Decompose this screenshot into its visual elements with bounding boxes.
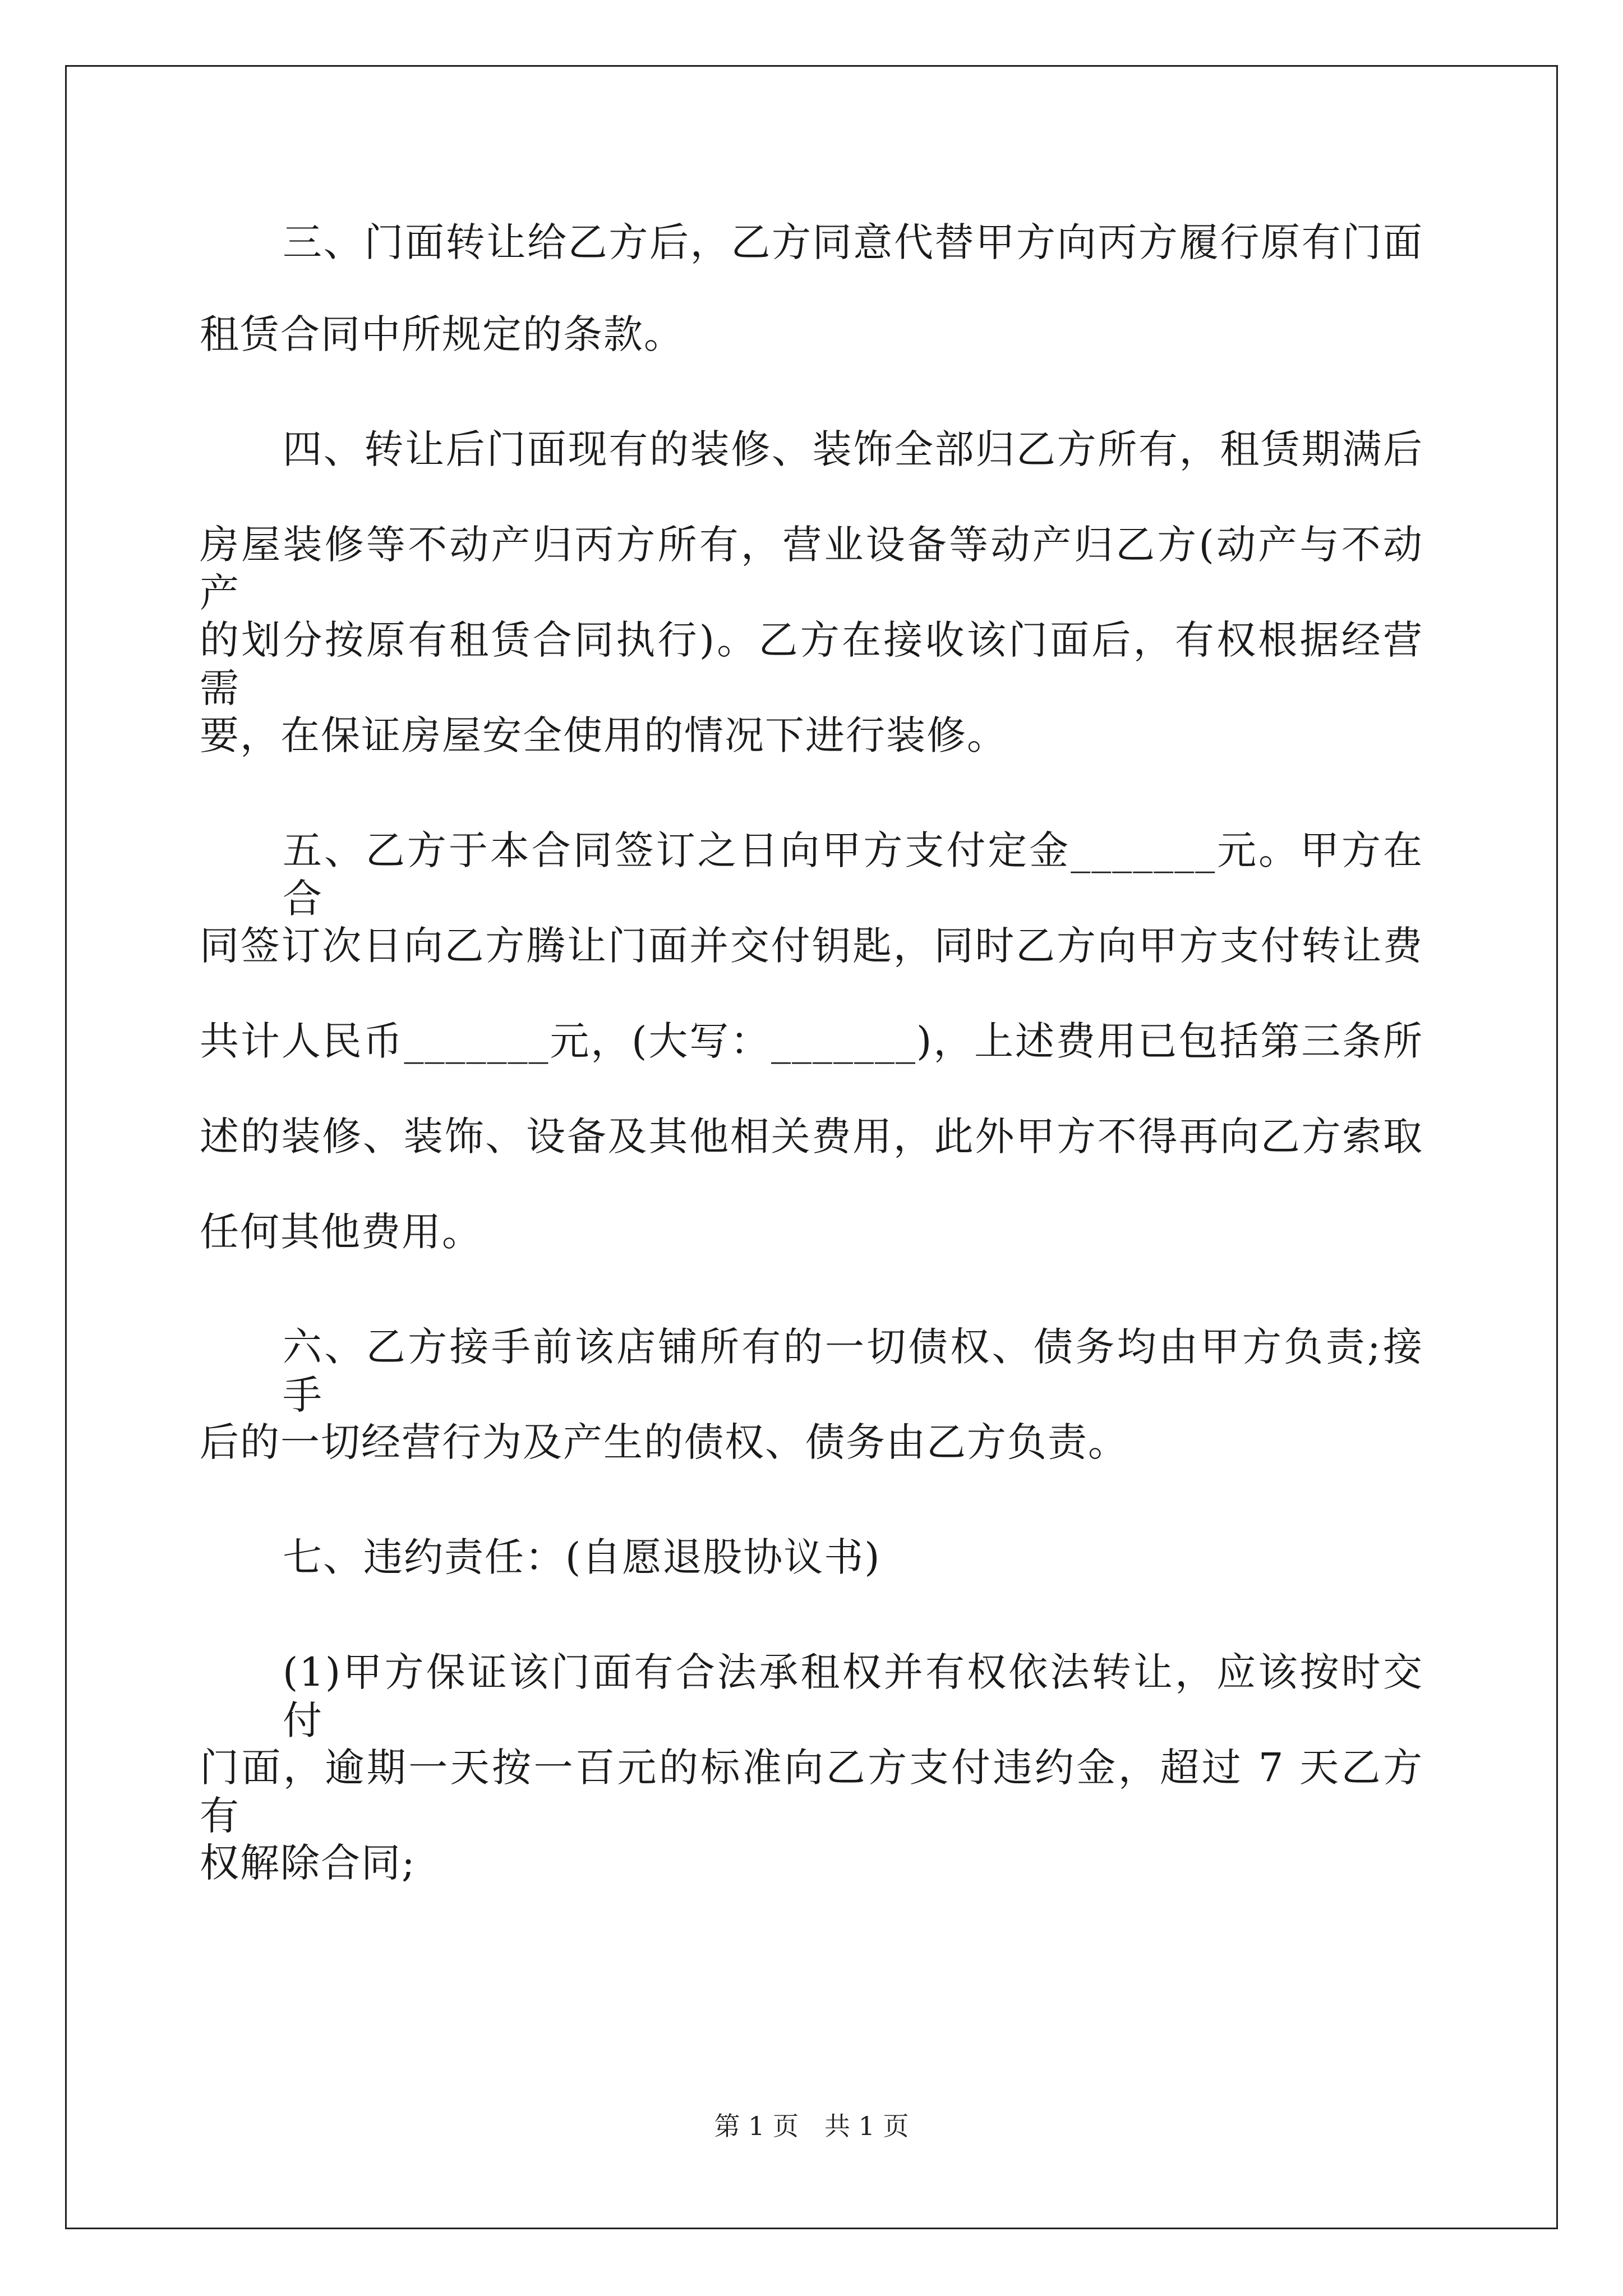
text-line: 门面，逾期一天按一百元的标准向乙方支付违约金，超过 7 天乙方有 [200, 1745, 1423, 1839]
text-line: 述的装修、装饰、设备及其他相关费用，此外甲方不得再向乙方索取 [200, 1114, 1423, 1159]
text-line: 的划分按原有租赁合同执行)。乙方在接收该门面后，有权根据经营需 [200, 617, 1423, 711]
page-number-footer: 第 1 页 共 1 页 [714, 2111, 909, 2141]
text-line: 七、违约责任：(自愿退股协议书) [283, 1534, 881, 1580]
text-line: 权解除合同; [200, 1840, 416, 1886]
text-line: 任何其他费用。 [200, 1209, 482, 1255]
text-line: 五、乙方于本合同签订之日向甲方支付定金_______元。甲方在合 [283, 827, 1423, 922]
text-line: 房屋装修等不动产归丙方所有，营业设备等动产归乙方(动产与不动产 [200, 522, 1423, 616]
text-line: 同签订次日向乙方腾让门面并交付钥匙，同时乙方向甲方支付转让费 [200, 923, 1423, 969]
text-line: 租赁合同中所规定的条款。 [200, 311, 684, 357]
text-line: (1)甲方保证该门面有合法承租权并有权依法转让，应该按时交付 [283, 1649, 1423, 1743]
text-line: 三、门面转让给乙方后，乙方同意代替甲方向丙方履行原有门面 [283, 219, 1423, 265]
text-line: 四、转让后门面现有的装修、装饰全部归乙方所有，租赁期满后 [283, 426, 1423, 472]
text-line: 共计人民币_______元，(大写：_______)，上述费用已包括第三条所 [200, 1018, 1423, 1064]
text-line: 后的一切经营行为及产生的债权、债务由乙方负责。 [200, 1419, 1128, 1465]
text-line: 要，在保证房屋安全使用的情况下进行装修。 [200, 712, 1007, 758]
text-line: 六、乙方接手前该店铺所有的一切债权、债务均由甲方负责;接手 [283, 1324, 1423, 1418]
